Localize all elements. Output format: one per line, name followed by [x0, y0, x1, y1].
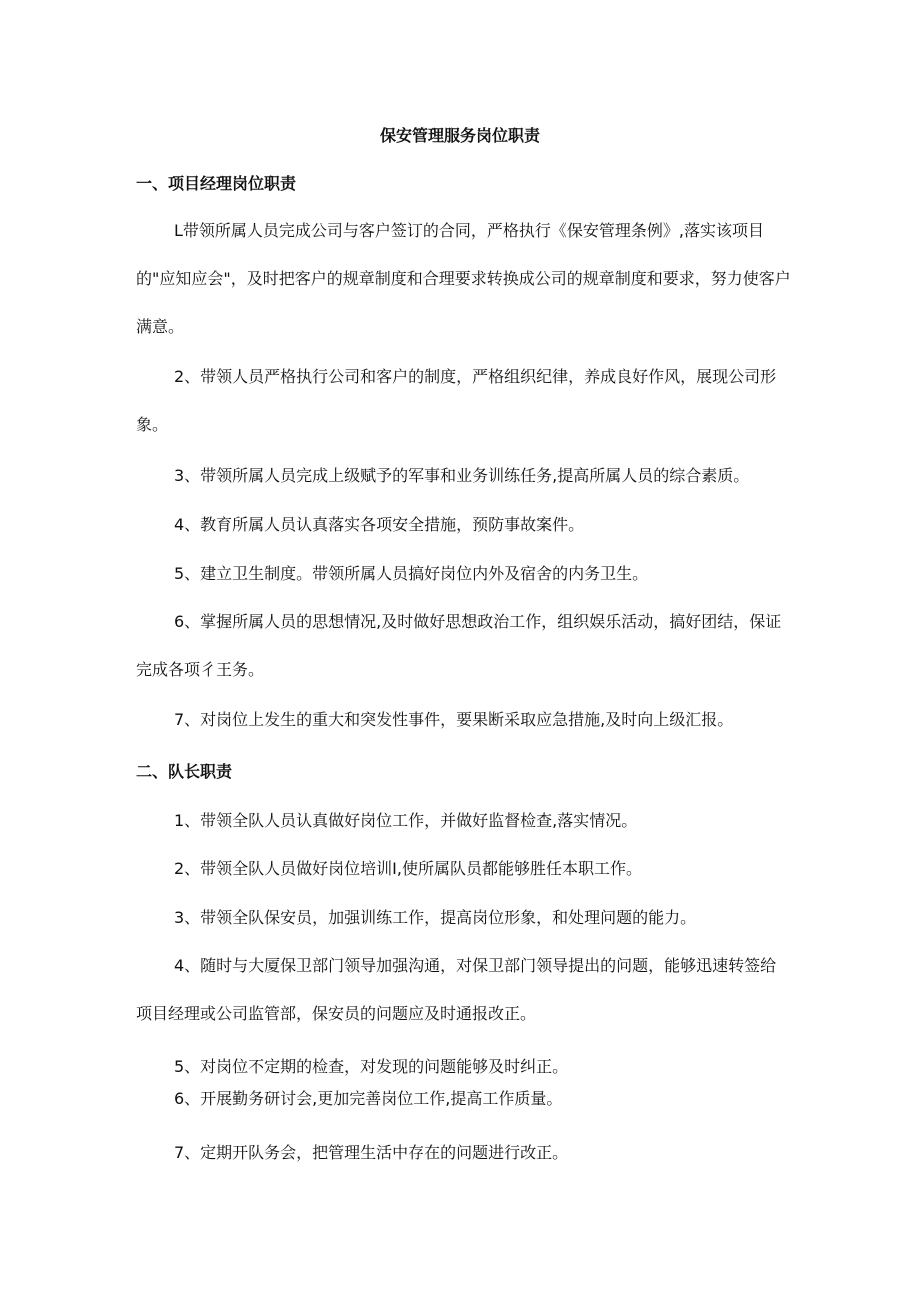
section-heading-project-manager: 一、项目经理岗位职责	[136, 174, 297, 193]
paragraph-item: 5、建立卫生制度。带领所属人员搞好岗位内外及宿舍的内务卫生。	[174, 564, 649, 583]
paragraph-item: 2、带领人员严格执行公司和客户的制度，严格组织纪律，养成良好作风，展现公司形象。	[136, 367, 777, 434]
paragraph-item: 5、对岗位不定期的检查，对发现的问题能够及时纠正。	[174, 1057, 569, 1076]
paragraph-item: 4、随时与大厦保卫部门领导加强沟通，对保卫部门领导提出的问题，能够迅速转签给项目经理或公司监管部，保安员的问题应及时通报改正。	[136, 956, 777, 1023]
paragraph-item: L带领所属人员完成公司与客户签订的合同，严格执行《保安管理条例》,落实该项目的"应知应会"，及时把客户的规章制度和合理要求转换成公司的规章制度和要求，努力使客户满意。	[136, 221, 791, 336]
page-title: 保安管理服务岗位职责	[379, 126, 540, 145]
paragraph-item: 3、带领所属人员完成上级赋予的军事和业务训练任务,提高所属人员的综合素质。	[174, 466, 750, 485]
paragraph-item: 2、带领全队人员做好岗位培训I,使所属队员都能够胜任本职工作。	[174, 859, 642, 878]
paragraph-item: 1、带领全队人员认真做好岗位工作，并做好监督检查,落实情况。	[174, 811, 638, 830]
paragraph-item: 6、开展勤务研讨会,更加完善岗位工作,提高工作质量。	[174, 1089, 563, 1108]
paragraph-item: 7、对岗位上发生的重大和突发性事件，要果断采取应急措施,及时向上级汇报。	[174, 710, 734, 729]
paragraph-item: 3、带领全队保安员，加强训练工作，提高岗位形象，和处理问题的能力。	[174, 908, 697, 927]
paragraph-item: 6、掌握所属人员的思想情况,及时做好思想政治工作，组织娱乐活动，搞好团结，保证完成各项彳王务。	[136, 612, 782, 679]
paragraph-item: 7、定期开队务会，把管理生活中存在的问题进行改正。	[174, 1143, 569, 1162]
paragraph-item: 4、教育所属人员认真落实各项安全措施，预防事故案件。	[174, 515, 585, 534]
section-heading-captain: 二、队长职责	[136, 762, 233, 781]
